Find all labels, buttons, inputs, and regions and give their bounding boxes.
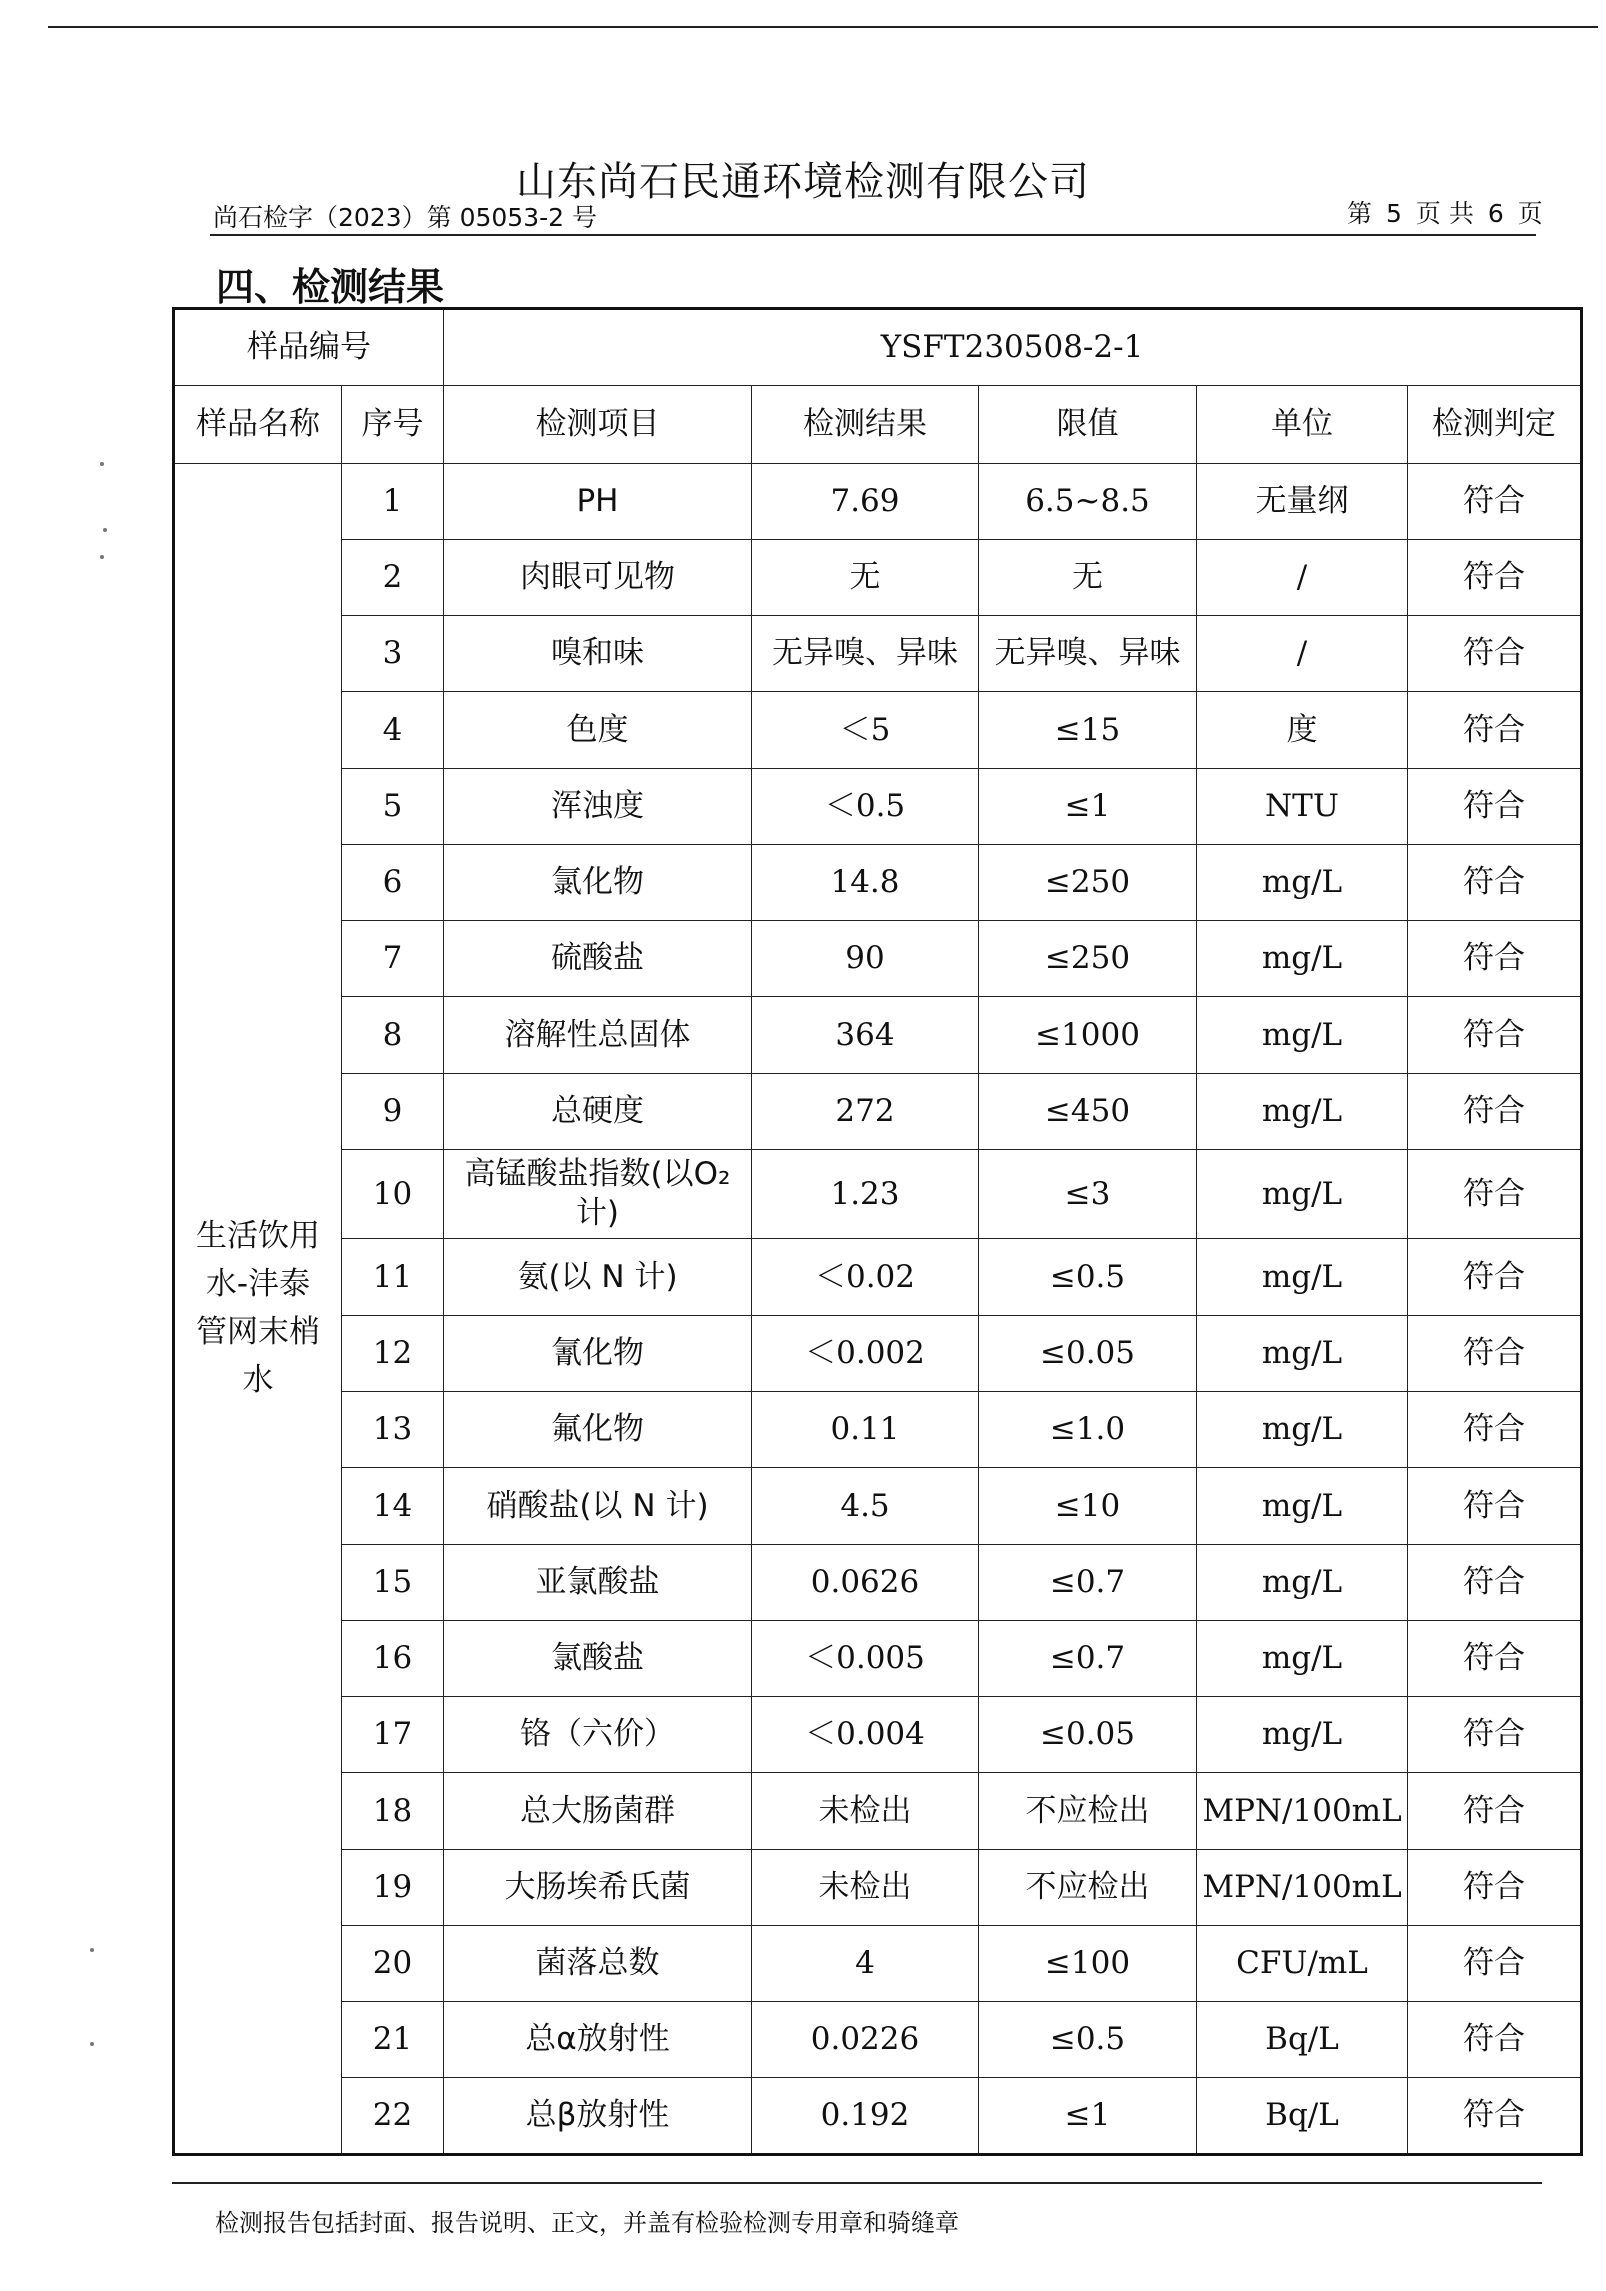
row-unit: mg/L bbox=[1197, 1149, 1408, 1239]
table-row bbox=[174, 1773, 1582, 1849]
row-limit: ≤1.0 bbox=[979, 1392, 1197, 1468]
row-limit: ≤0.5 bbox=[979, 1239, 1197, 1315]
row-no: 2 bbox=[342, 539, 444, 615]
row-item: 氰化物 bbox=[444, 1315, 752, 1391]
row-item: 菌落总数 bbox=[444, 1925, 752, 2001]
sample-name-line: 管网末梢 bbox=[196, 1314, 320, 1351]
row-item: 色度 bbox=[444, 692, 752, 768]
col-header-judge: 检测判定 bbox=[1408, 386, 1582, 463]
row-judge: 符合 bbox=[1408, 1620, 1582, 1696]
column-header-row bbox=[174, 386, 1582, 463]
scan-speck bbox=[90, 1948, 94, 1952]
row-result: ＜0.02 bbox=[752, 1239, 979, 1315]
table-row bbox=[174, 2002, 1582, 2078]
row-unit: CFU/mL bbox=[1197, 1925, 1408, 2001]
report-number: 尚石检字（2023）第 05053-2 号 bbox=[213, 203, 597, 232]
row-limit: ≤0.7 bbox=[979, 1544, 1197, 1620]
sample-id-row bbox=[174, 309, 1582, 386]
page-suffix: 页 bbox=[1517, 199, 1543, 228]
row-judge: 符合 bbox=[1408, 2002, 1582, 2078]
row-limit: ≤0.05 bbox=[979, 1697, 1197, 1773]
table-row bbox=[174, 463, 1582, 539]
table-row bbox=[174, 1468, 1582, 1544]
table-row bbox=[174, 1315, 1582, 1391]
row-no: 3 bbox=[342, 616, 444, 692]
row-no: 6 bbox=[342, 844, 444, 920]
row-unit: MPN/100mL bbox=[1197, 1773, 1408, 1849]
row-result: 未检出 bbox=[752, 1849, 979, 1925]
row-unit: mg/L bbox=[1197, 844, 1408, 920]
row-no: 18 bbox=[342, 1773, 444, 1849]
row-limit: ≤0.7 bbox=[979, 1620, 1197, 1696]
row-unit: mg/L bbox=[1197, 921, 1408, 997]
row-judge: 符合 bbox=[1408, 1073, 1582, 1149]
row-judge: 符合 bbox=[1408, 844, 1582, 920]
row-item: 铬（六价） bbox=[444, 1697, 752, 1773]
row-no: 9 bbox=[342, 1073, 444, 1149]
row-unit: mg/L bbox=[1197, 1544, 1408, 1620]
row-item: 氯化物 bbox=[444, 844, 752, 920]
row-unit: NTU bbox=[1197, 768, 1408, 844]
row-result: 无异嗅、异味 bbox=[752, 616, 979, 692]
row-no: 12 bbox=[342, 1315, 444, 1391]
table-row bbox=[174, 2078, 1582, 2155]
table-row bbox=[174, 1392, 1582, 1468]
row-item: 氯酸盐 bbox=[444, 1620, 752, 1696]
row-result: 272 bbox=[752, 1073, 979, 1149]
row-unit: 无量纲 bbox=[1197, 463, 1408, 539]
row-result: 7.69 bbox=[752, 463, 979, 539]
row-judge: 符合 bbox=[1408, 692, 1582, 768]
row-item: 亚氯酸盐 bbox=[444, 1544, 752, 1620]
row-judge: 符合 bbox=[1408, 1149, 1582, 1239]
row-no: 14 bbox=[342, 1468, 444, 1544]
row-item: 总硬度 bbox=[444, 1073, 752, 1149]
table-row bbox=[174, 616, 1582, 692]
row-item: 总大肠菌群 bbox=[444, 1773, 752, 1849]
row-unit: Bq/L bbox=[1197, 2078, 1408, 2155]
page-mid: 页 共 bbox=[1415, 199, 1474, 228]
table-row bbox=[174, 1849, 1582, 1925]
col-header-limit: 限值 bbox=[979, 386, 1197, 463]
company-name: 山东尚石民通环境检测有限公司 bbox=[516, 159, 1090, 205]
row-judge: 符合 bbox=[1408, 463, 1582, 539]
row-limit: 无 bbox=[979, 539, 1197, 615]
top-rule bbox=[48, 26, 1598, 28]
scan-speck bbox=[100, 462, 104, 466]
row-result: 1.23 bbox=[752, 1149, 979, 1239]
row-unit: mg/L bbox=[1197, 1392, 1408, 1468]
row-result: ＜0.005 bbox=[752, 1620, 979, 1696]
results-table bbox=[172, 307, 1583, 2156]
row-result: 364 bbox=[752, 997, 979, 1073]
row-judge: 符合 bbox=[1408, 921, 1582, 997]
row-unit: mg/L bbox=[1197, 997, 1408, 1073]
table-row bbox=[174, 768, 1582, 844]
col-header-item: 检测项目 bbox=[444, 386, 752, 463]
row-result: 0.0626 bbox=[752, 1544, 979, 1620]
table-row bbox=[174, 1073, 1582, 1149]
row-unit: mg/L bbox=[1197, 1073, 1408, 1149]
page-prefix: 第 bbox=[1347, 199, 1373, 228]
row-item: 溶解性总固体 bbox=[444, 997, 752, 1073]
row-no: 22 bbox=[342, 2078, 444, 2155]
footer-note: 检测报告包括封面、报告说明、正文，并盖有检验检测专用章和骑缝章 bbox=[215, 2209, 959, 2237]
row-judge: 符合 bbox=[1408, 616, 1582, 692]
table-row bbox=[174, 1697, 1582, 1773]
row-unit: / bbox=[1197, 539, 1408, 615]
sample-id-value: YSFT230508-2-1 bbox=[444, 309, 1582, 386]
row-unit: mg/L bbox=[1197, 1239, 1408, 1315]
row-limit: ≤450 bbox=[979, 1073, 1197, 1149]
row-item: 氨(以 N 计) bbox=[444, 1239, 752, 1315]
col-header-sample-name: 样品名称 bbox=[174, 386, 342, 463]
row-limit: ≤3 bbox=[979, 1149, 1197, 1239]
row-unit: mg/L bbox=[1197, 1697, 1408, 1773]
scan-speck bbox=[90, 2042, 94, 2046]
row-limit: ≤15 bbox=[979, 692, 1197, 768]
row-no: 1 bbox=[342, 463, 444, 539]
row-judge: 符合 bbox=[1408, 1925, 1582, 2001]
table-row bbox=[174, 539, 1582, 615]
row-judge: 符合 bbox=[1408, 2078, 1582, 2155]
table-row bbox=[174, 1239, 1582, 1315]
row-item: 大肠埃希氏菌 bbox=[444, 1849, 752, 1925]
table-row bbox=[174, 1620, 1582, 1696]
row-no: 17 bbox=[342, 1697, 444, 1773]
table-row bbox=[174, 921, 1582, 997]
row-unit: mg/L bbox=[1197, 1468, 1408, 1544]
row-result: ＜0.5 bbox=[752, 768, 979, 844]
row-result: 0.0226 bbox=[752, 2002, 979, 2078]
row-no: 21 bbox=[342, 2002, 444, 2078]
row-judge: 符合 bbox=[1408, 1773, 1582, 1849]
row-no: 7 bbox=[342, 921, 444, 997]
row-result: 0.192 bbox=[752, 2078, 979, 2155]
row-judge: 符合 bbox=[1408, 768, 1582, 844]
row-limit: ≤1000 bbox=[979, 997, 1197, 1073]
row-limit: ≤100 bbox=[979, 1925, 1197, 2001]
row-unit: / bbox=[1197, 616, 1408, 692]
page-indicator bbox=[1340, 194, 1550, 230]
row-no: 4 bbox=[342, 692, 444, 768]
row-limit: 无异嗅、异味 bbox=[979, 616, 1197, 692]
row-limit: ≤10 bbox=[979, 1468, 1197, 1544]
row-unit: mg/L bbox=[1197, 1620, 1408, 1696]
row-limit: ≤250 bbox=[979, 921, 1197, 997]
row-unit: Bq/L bbox=[1197, 2002, 1408, 2078]
row-item: 硫酸盐 bbox=[444, 921, 752, 997]
row-item: 浑浊度 bbox=[444, 768, 752, 844]
table-row bbox=[174, 997, 1582, 1073]
row-unit: 度 bbox=[1197, 692, 1408, 768]
table-row bbox=[174, 844, 1582, 920]
section-title: 四、检测结果 bbox=[216, 265, 445, 309]
row-limit: 不应检出 bbox=[979, 1773, 1197, 1849]
row-limit: 6.5~8.5 bbox=[979, 463, 1197, 539]
row-judge: 符合 bbox=[1408, 997, 1582, 1073]
col-header-no: 序号 bbox=[342, 386, 444, 463]
row-judge: 符合 bbox=[1408, 1468, 1582, 1544]
row-result: ＜0.004 bbox=[752, 1697, 979, 1773]
table-row bbox=[174, 1149, 1582, 1239]
sample-name-line: 生活饮用 bbox=[196, 1218, 320, 1255]
row-result: 未检出 bbox=[752, 1773, 979, 1849]
row-no: 16 bbox=[342, 1620, 444, 1696]
results-table-body bbox=[174, 309, 1582, 2155]
col-header-unit: 单位 bbox=[1197, 386, 1408, 463]
sample-name-line: 水 bbox=[242, 1362, 274, 1399]
row-result: ＜0.002 bbox=[752, 1315, 979, 1391]
row-limit: ≤0.05 bbox=[979, 1315, 1197, 1391]
row-limit: ≤1 bbox=[979, 2078, 1197, 2155]
row-result: ＜5 bbox=[752, 692, 979, 768]
page-total: 6 bbox=[1487, 199, 1504, 228]
row-limit: ≤1 bbox=[979, 768, 1197, 844]
row-unit: mg/L bbox=[1197, 1315, 1408, 1391]
row-judge: 符合 bbox=[1408, 1697, 1582, 1773]
row-item: 总α放射性 bbox=[444, 2002, 752, 2078]
table-row bbox=[174, 1544, 1582, 1620]
scan-speck bbox=[103, 528, 107, 532]
row-no: 13 bbox=[342, 1392, 444, 1468]
row-no: 11 bbox=[342, 1239, 444, 1315]
table-row bbox=[174, 1925, 1582, 2001]
row-result: 0.11 bbox=[752, 1392, 979, 1468]
row-no: 10 bbox=[342, 1149, 444, 1239]
row-no: 8 bbox=[342, 997, 444, 1073]
row-result: 4.5 bbox=[752, 1468, 979, 1544]
row-item: 总β放射性 bbox=[444, 2078, 752, 2155]
sample-name-cell bbox=[174, 463, 342, 2154]
footer-rule bbox=[172, 2182, 1542, 2184]
row-no: 20 bbox=[342, 1925, 444, 2001]
row-judge: 符合 bbox=[1408, 1239, 1582, 1315]
header-rule bbox=[210, 234, 1536, 236]
row-judge: 符合 bbox=[1408, 1392, 1582, 1468]
row-limit: ≤0.5 bbox=[979, 2002, 1197, 2078]
row-result: 90 bbox=[752, 921, 979, 997]
table-row bbox=[174, 692, 1582, 768]
sample-id-label: 样品编号 bbox=[174, 309, 444, 386]
sample-name-line: 水-沣泰 bbox=[205, 1266, 311, 1303]
row-judge: 符合 bbox=[1408, 539, 1582, 615]
row-judge: 符合 bbox=[1408, 1849, 1582, 1925]
page-current: 5 bbox=[1386, 199, 1402, 228]
row-limit: ≤250 bbox=[979, 844, 1197, 920]
row-no: 19 bbox=[342, 1849, 444, 1925]
row-result: 14.8 bbox=[752, 844, 979, 920]
scan-speck bbox=[100, 555, 104, 559]
row-item: 高锰酸盐指数(以O₂计) bbox=[444, 1149, 752, 1239]
row-limit: 不应检出 bbox=[979, 1849, 1197, 1925]
row-item: 肉眼可见物 bbox=[444, 539, 752, 615]
row-item: PH bbox=[444, 463, 752, 539]
row-judge: 符合 bbox=[1408, 1544, 1582, 1620]
row-judge: 符合 bbox=[1408, 1315, 1582, 1391]
row-item: 硝酸盐(以 N 计) bbox=[444, 1468, 752, 1544]
row-item: 氟化物 bbox=[444, 1392, 752, 1468]
row-no: 5 bbox=[342, 768, 444, 844]
row-unit: MPN/100mL bbox=[1197, 1849, 1408, 1925]
col-header-result: 检测结果 bbox=[752, 386, 979, 463]
row-result: 无 bbox=[752, 539, 979, 615]
row-item: 嗅和味 bbox=[444, 616, 752, 692]
row-no: 15 bbox=[342, 1544, 444, 1620]
row-result: 4 bbox=[752, 1925, 979, 2001]
